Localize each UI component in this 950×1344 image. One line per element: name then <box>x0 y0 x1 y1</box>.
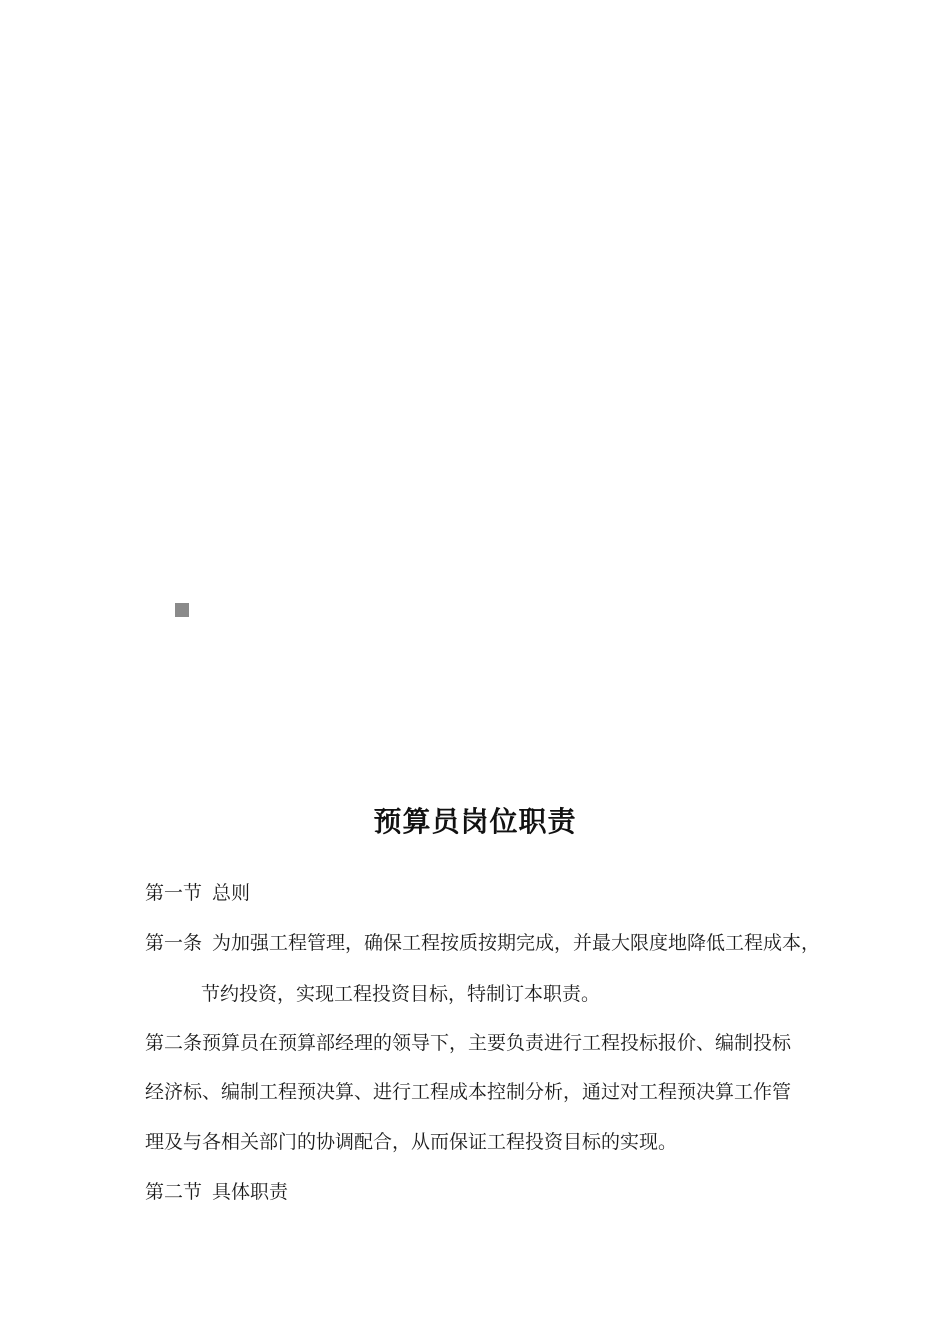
section-1-label: 第一节 <box>145 882 203 904</box>
article-1-label: 第一条 <box>145 932 203 954</box>
article-1-text-line-1: 为加强工程管理，确保工程按质按期完成，并最大限度地降低工程成本， <box>212 932 821 954</box>
square-bullet-icon <box>175 603 189 617</box>
article-1-first-line <box>145 929 820 957</box>
section-2-title: 具体职责 <box>212 1181 289 1203</box>
section-2-label: 第二节 <box>145 1181 203 1203</box>
article-1-text-line-2: 节约投资，实现工程投资目标，特制订本职责。 <box>201 983 601 1005</box>
section-1-title: 总则 <box>212 882 251 904</box>
section-2-heading <box>145 1178 288 1206</box>
article-2-text-line-3: 理及与各相关部门的协调配合，从而保证工程投资目标的实现。 <box>145 1131 678 1153</box>
section-1-heading <box>145 879 250 907</box>
document-title: 预算员岗位职责 <box>373 805 577 838</box>
article-2-text-line-1: 第二条预算员在预算部经理的领导下，主要负责进行工程投标报价、编制投标 <box>145 1032 792 1054</box>
article-2-text-line-2: 经济标、编制工程预决算、进行工程成本控制分析，通过对工程预决算工作管 <box>145 1081 792 1103</box>
